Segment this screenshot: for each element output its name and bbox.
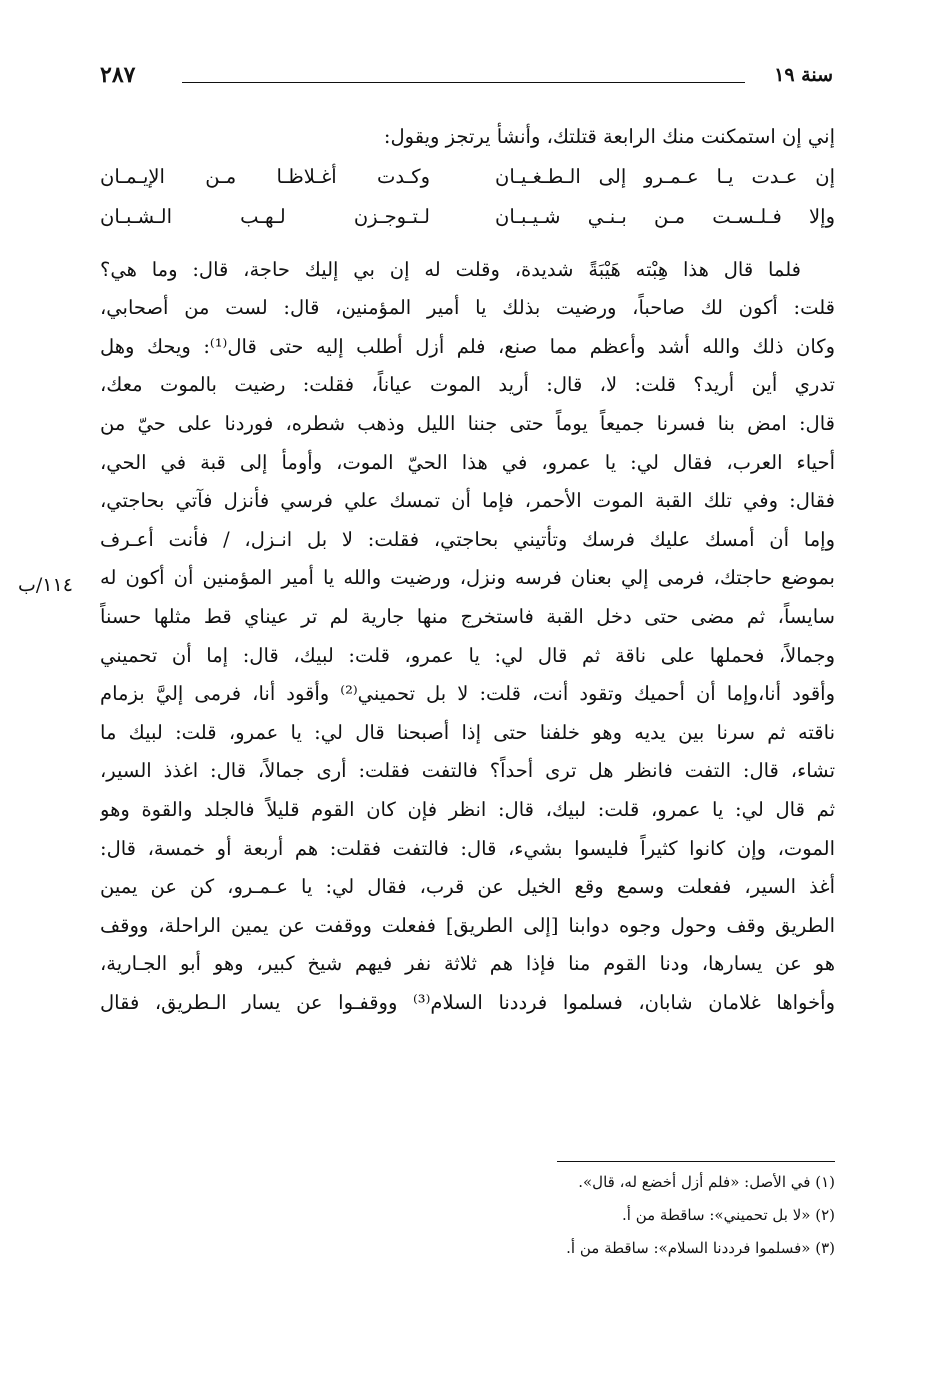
text-line: أحياء العرب، فقال لي: يا عمرو، في هذا الحيّ الموت، وأومأ إلى قبة في الحي،: [100, 450, 835, 474]
text-line: ناقته ثم سرنا بين يديه وهو خلفنا حتى إذا أصبحنا قال لي: يا عمرو، قلت: لبيك ما: [100, 720, 835, 744]
paragraph-gap: [100, 237, 835, 251]
text-line: ثم قال لي: يا عمرو، قلت: لبيك، قال: انظر فإن كان القوم قليلاً فالجلد والقوة وهو: [100, 797, 835, 821]
poem-hemistich-left: وكـدت أغـلاظـا مـن الإيـمـان: [100, 164, 430, 188]
footnote: (٣) «فسلموا فرددنا السلام»: ساقطة من أ.: [566, 1239, 835, 1257]
page-number: ٢٨٧: [100, 62, 136, 88]
text-line: فقال: وفي تلك القبة الموت الأحمر، فإما أن تمسك علي فرسي فأنزل فآتي بحاجتي،: [100, 489, 835, 513]
text-line: هو عن يسارها، ودنا القوم منا فإذا هم ثلاثة نفر فيهم شيخ كبير، وهو أبو الجـارية،: [100, 952, 835, 976]
footnote: (٢) «لا بل تحميني»: ساقطة من أ.: [621, 1206, 835, 1224]
poem-hemistich-left: لـتـوجـزن لـهـب الـشـبـان: [100, 204, 430, 228]
text-line: وجمالاً، فحملها على ناقة ثم قال لي: يا عمرو، قلت: لبيك، قال: إما أن تحميني: [100, 643, 835, 667]
footnotes: [100, 1166, 835, 1265]
text-line: فلما قال هذا هِبْته هَيْبَةً شديدة، وقلت له إن بي إليك حاجة، قال: وما هي؟: [100, 257, 801, 281]
poem-verse: [100, 157, 835, 197]
poem-hemistich-right: إن عـدت يـا عـمـرو إلى الـطـغـيـان: [495, 164, 835, 188]
text-line: إني إن استمكنت منك الرابعة قتلتك، وأنشأ يرتجز ويقول:: [383, 125, 835, 148]
footnote: (١) في الأصل: «فلم أزل أخضع له، قال».: [578, 1173, 835, 1191]
text-line: وإما أن أمسك عليك فرسك وتأتيني بحاجتي، فقلت: لا بل انـزل، / فأنت أعـرف: [100, 527, 835, 551]
manuscript-folio-note: ١١٤/ب: [18, 574, 73, 596]
poem-verse: [100, 197, 835, 237]
text-line: سايساً، ثم مضى حتى دخل القبة فاستخرج منها جارية لم تر عيناي قط مثلها حسناً: [100, 604, 835, 628]
text-line: الموت، وإن كانوا كثيراً فليسوا بشيء، قال: فالتفت فقلت: هم أربعة أو خمسة، قال:: [100, 836, 835, 860]
text-line: وأخواها غلامان شابان، فسلموا فرددنا السلام⁽³⁾ ووقفـوا عن يسار الـطريق، فقال: [100, 990, 835, 1014]
header-rule: [182, 82, 745, 83]
running-head-year: سنة ١٩: [774, 64, 833, 86]
text-line: تدري أين أريد؟ قلت: لا، قال: أريد الموت عياناً، فقلت: رضيت بالموت معك،: [100, 373, 835, 397]
text-line: أغذ السير، ففعلت وسمع وقع الخيل عن قرب، فقال لي: يا عـمـرو، كن عن يمين: [100, 875, 835, 899]
text-line: بموضع حاجتك، فرمى إلي بعنان فرسه ونزل، ورضيت والله يا أمير المؤمنين أن أكون له: [100, 566, 835, 590]
text-line: الطريق وقف وحول وجوه دوابنا [إلى الطريق] ففعلت ووقفت عن يمين الراحلة، ووقف: [100, 913, 835, 937]
text-line: قال: امض بنا فسرنا جميعاً يوماً حتى جننا الليل وذهب شطره، فوردنا على حيّ من: [100, 411, 835, 435]
text-line: قلت: أكون لك صاحباً، ورضيت بذلك يا أمير المؤمنين، قال: لست من أصحابي،: [100, 296, 835, 320]
poem-hemistich-right: وإلا فـلـسـت مـن بـنـي شـيـبـان: [495, 204, 835, 228]
text-line: وأقود أنا،وإما أن أحميك وتقود أنت، قلت: لا بل تحميني⁽²⁾ وأقود أنا، فرمى إليَّ بزمام: [100, 682, 835, 706]
text-line: وكان ذلك والله أشد وأعظم مما صنع، فلم أزل أطلب إليه حتى قال⁽¹⁾: ويحك وهل: [100, 334, 835, 358]
footnote-rule: [557, 1161, 835, 1162]
text-line: تشاء، قال: التفت فانظر هل ترى أحداً؟ فالتفت فقلت: أرى جمالاً، قال: اغذذ السير،: [100, 759, 835, 783]
page-header: [100, 62, 833, 96]
main-text: [100, 118, 835, 1022]
